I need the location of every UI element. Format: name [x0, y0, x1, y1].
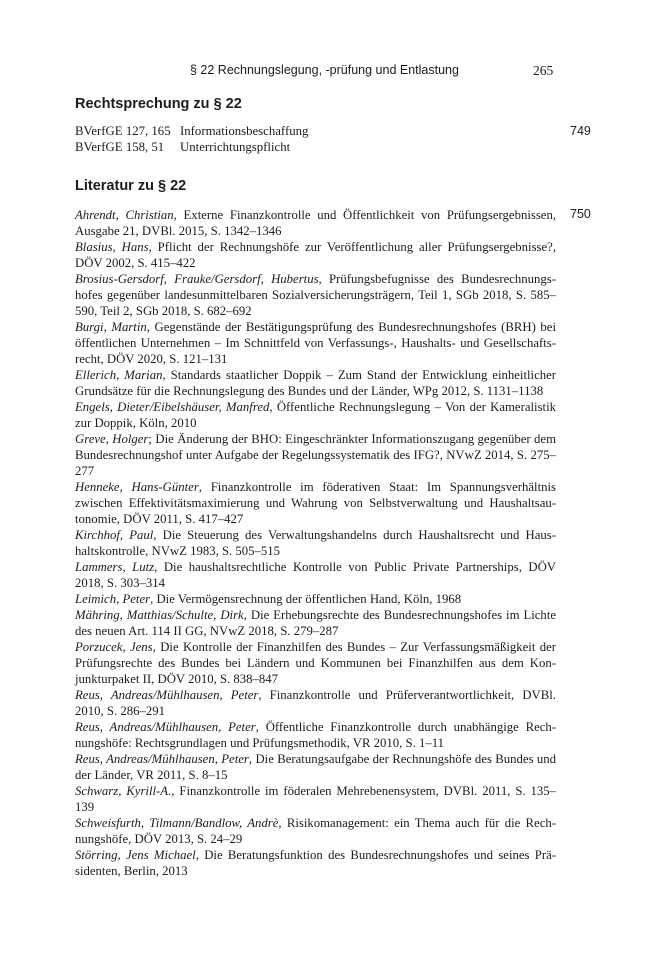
literature-text: Die haushaltsrechtliche Kontrolle von Public Private Partnerships, DÖV 2018, S. 303–314	[75, 560, 557, 590]
literature-text: Öffentliche Rechnungslegung – Von der Kameralistik zur Doppik, Köln, 2010	[75, 400, 557, 430]
literature-separator: ,	[150, 592, 157, 606]
literature-author: Porzucek, Jens	[75, 640, 153, 654]
literature-text: Die Vermögensrechnung der öffentlichen Hand, Köln, 1968	[156, 592, 462, 606]
case-topic: Unterrichtungspflicht	[180, 139, 291, 154]
literature-entry	[75, 479, 556, 527]
literature-text: Externe Finanzkontrolle und Öffentlichkeit von Prüfungsergebnissen, Ausgabe 21, DVBl. 2015, S. 1342–1346	[75, 208, 557, 238]
literature-text: Finanzkontrolle und Prüferverantwortlichkeit, DVBl. 2010, S. 286–291	[75, 688, 556, 718]
literature-entry	[75, 687, 556, 719]
literature-separator: ,	[162, 368, 171, 382]
literature-author: Lammers, Lutz	[75, 560, 155, 574]
literature-text: Risikomanagement: ein Thema auch für die Rechnungshöfe, DÖV 2013, S. 24–29	[75, 816, 556, 846]
case-law-list	[75, 124, 595, 155]
literature-text: Die Kontrolle der Finanzhilfen des Bundes – Zur Verfassungsmäßigkeit der Prüfungsrechte des Bundes bei Ländern und Kommunen bei Finanzhilfen aus dem Konjunkturpaket II, DÖV 2010, S. 838–847	[75, 640, 556, 686]
literature-heading: Literatur zu § 22	[75, 178, 187, 194]
literature-text: Prüfungsbefugnisse des Bundesrechnungshofes gegenüber landesunmittelbaren Sozialversicherungsträgern, Teil 1, SGb 2018, S. 585–590, Teil 2, SGb 2018, S. 682–692	[75, 272, 556, 318]
literature-separator: ,	[152, 640, 161, 654]
margin-number-literature: 750	[570, 207, 591, 221]
literature-separator: ,	[255, 720, 266, 734]
literature-entry	[75, 751, 556, 783]
case-topic: Informationsbeschaffung	[180, 124, 309, 138]
literature-separator: ,	[198, 480, 211, 494]
literature-text: Die Änderung der BHO: Eingeschränkter Informationszugang gegenüber dem Bundesrechnungshof unter Aufgabe der Regelungssystematik des IFG?, NVwZ 2014, S. 275–277	[75, 432, 556, 478]
literature-author: Schweisfurth, Tilmann/Bandlow, Andrè	[75, 816, 279, 830]
literature-separator: ,	[154, 560, 164, 574]
literature-text: Öffentliche Finanzkontrolle durch unabhängige Rechnungshöfe: Rechtsgrundlagen und Prüfungsmethodik, VR 2010, S. 1–11	[75, 720, 557, 750]
literature-text: Finanzkontrolle im föderativen Staat: Im Spannungsverhältnis zwischen Effektivitätsmaximierung und Wahrung von Selbstverwaltung und Haushaltsautonomie, DÖV 2011, S. 417–427	[75, 480, 557, 526]
literature-text: Die Beratungsaufgabe der Rechnungshöfe des Bundes und der Länder, VR 2011, S. 8–15	[75, 752, 557, 782]
literature-author: Engels, Dieter/Eibelshäuser, Manfred	[75, 400, 270, 414]
literature-author: Brosius-Gersdorf, Frauke/Gersdorf, Hubertus	[75, 272, 319, 286]
literature-author: Ellerich, Marian	[75, 368, 163, 382]
literature-text: Gegenstände der Bestätigungsprüfung des Bundesrechnungshofes (BRH) bei öffentlichen Unternehmen – Im Schnittfeld von Verfassungs-, Haushalts- und Gesellschaftsrecht, DÖV 2020, S. 121–131	[75, 320, 556, 366]
literature-text: Die Erhebungsrechte des Bundesrechnungshofes im Lichte des neuen Art. 114 II GG, NVwZ 2018, S. 279–287	[75, 608, 557, 638]
running-head-title: § 22 Rechnungslegung, -prüfung und Entlastung	[190, 63, 459, 77]
literature-author: Kirchhof, Paul	[75, 528, 154, 542]
literature-separator: ,	[258, 688, 270, 702]
literature-author: Henneke, Hans-Günter	[75, 480, 199, 494]
literature-entry	[75, 367, 556, 399]
case-row	[75, 140, 595, 156]
literature-entry	[75, 527, 556, 559]
literature-entry	[75, 271, 556, 319]
literature-list	[75, 207, 556, 879]
literature-separator: ,	[148, 240, 158, 254]
literature-text: Die Beratungsfunktion des Bundesrechnungshofes und seines Präsidenten, Berlin, 2013	[75, 848, 557, 878]
literature-separator: ,	[278, 816, 287, 830]
literature-author: Schwarz, Kyrill-A.	[75, 784, 172, 798]
literature-author: Störring, Jens Michael	[75, 848, 196, 862]
literature-entry	[75, 815, 556, 847]
literature-entry	[75, 639, 556, 687]
literature-author: Burgi, Martin	[75, 320, 147, 334]
literature-separator: ,	[318, 272, 329, 286]
case-citation: BVerfGE 158, 51	[75, 139, 165, 154]
literature-entry	[75, 239, 556, 271]
case-law-heading: Rechtsprechung zu § 22	[75, 96, 242, 112]
literature-entry	[75, 607, 556, 639]
literature-entry	[75, 319, 556, 367]
literature-separator: ,	[153, 528, 163, 542]
literature-author: Reus, Andreas/Mühlhausen, Peter	[75, 720, 256, 734]
page-number: 265	[533, 63, 554, 78]
literature-separator: ,	[269, 400, 277, 414]
literature-author: Leimich, Peter	[75, 592, 151, 606]
literature-entry	[75, 399, 556, 431]
literature-entry	[75, 719, 556, 751]
literature-separator: ;	[148, 432, 156, 446]
literature-separator: ,	[243, 608, 251, 622]
literature-separator: ,	[248, 752, 256, 766]
literature-author: Reus, Andreas/Mühlhausen, Peter	[75, 752, 249, 766]
literature-author: Blasius, Hans	[75, 240, 149, 254]
literature-text: Standards staatlicher Doppik – Zum Stand der Entwicklung einheitlicher Grundsätze für die Rechnungslegung des Bundes und der Länder, WPg 2012, S. 1131–1138	[75, 368, 557, 398]
literature-separator: ,	[171, 784, 180, 798]
literature-entry	[75, 591, 556, 607]
literature-text: Die Steuerung des Verwaltungshandelns durch Haushaltsrecht und Haushaltskontrolle, NVwZ 1983, S. 505–515	[75, 528, 556, 558]
literature-separator: ,	[146, 320, 155, 334]
literature-author: Ahrendt, Christian	[75, 208, 174, 222]
literature-entry	[75, 783, 556, 815]
literature-entry	[75, 847, 556, 879]
margin-number-case-law: 749	[570, 124, 591, 138]
literature-author: Greve, Holger	[75, 432, 149, 446]
literature-text: Finanzkontrolle im föderalen Mehrebenensystem, DVBl. 2011, S. 135–139	[75, 784, 557, 814]
literature-entry	[75, 559, 556, 591]
literature-separator: ,	[195, 848, 205, 862]
literature-entry	[75, 431, 556, 479]
literature-separator: ,	[173, 208, 184, 222]
case-row	[75, 124, 595, 140]
literature-text: Pflicht der Rechnungshöfe zur Veröffentlichung aller Prüfungsergebnisse?, DÖV 2002, S. 415–422	[75, 240, 557, 270]
literature-entry	[75, 207, 556, 239]
case-citation: BVerfGE 127, 165	[75, 124, 171, 138]
literature-author: Mähring, Matthias/Schulte, Dirk	[75, 608, 244, 622]
literature-author: Reus, Andreas/Mühlhausen, Peter	[75, 688, 259, 702]
